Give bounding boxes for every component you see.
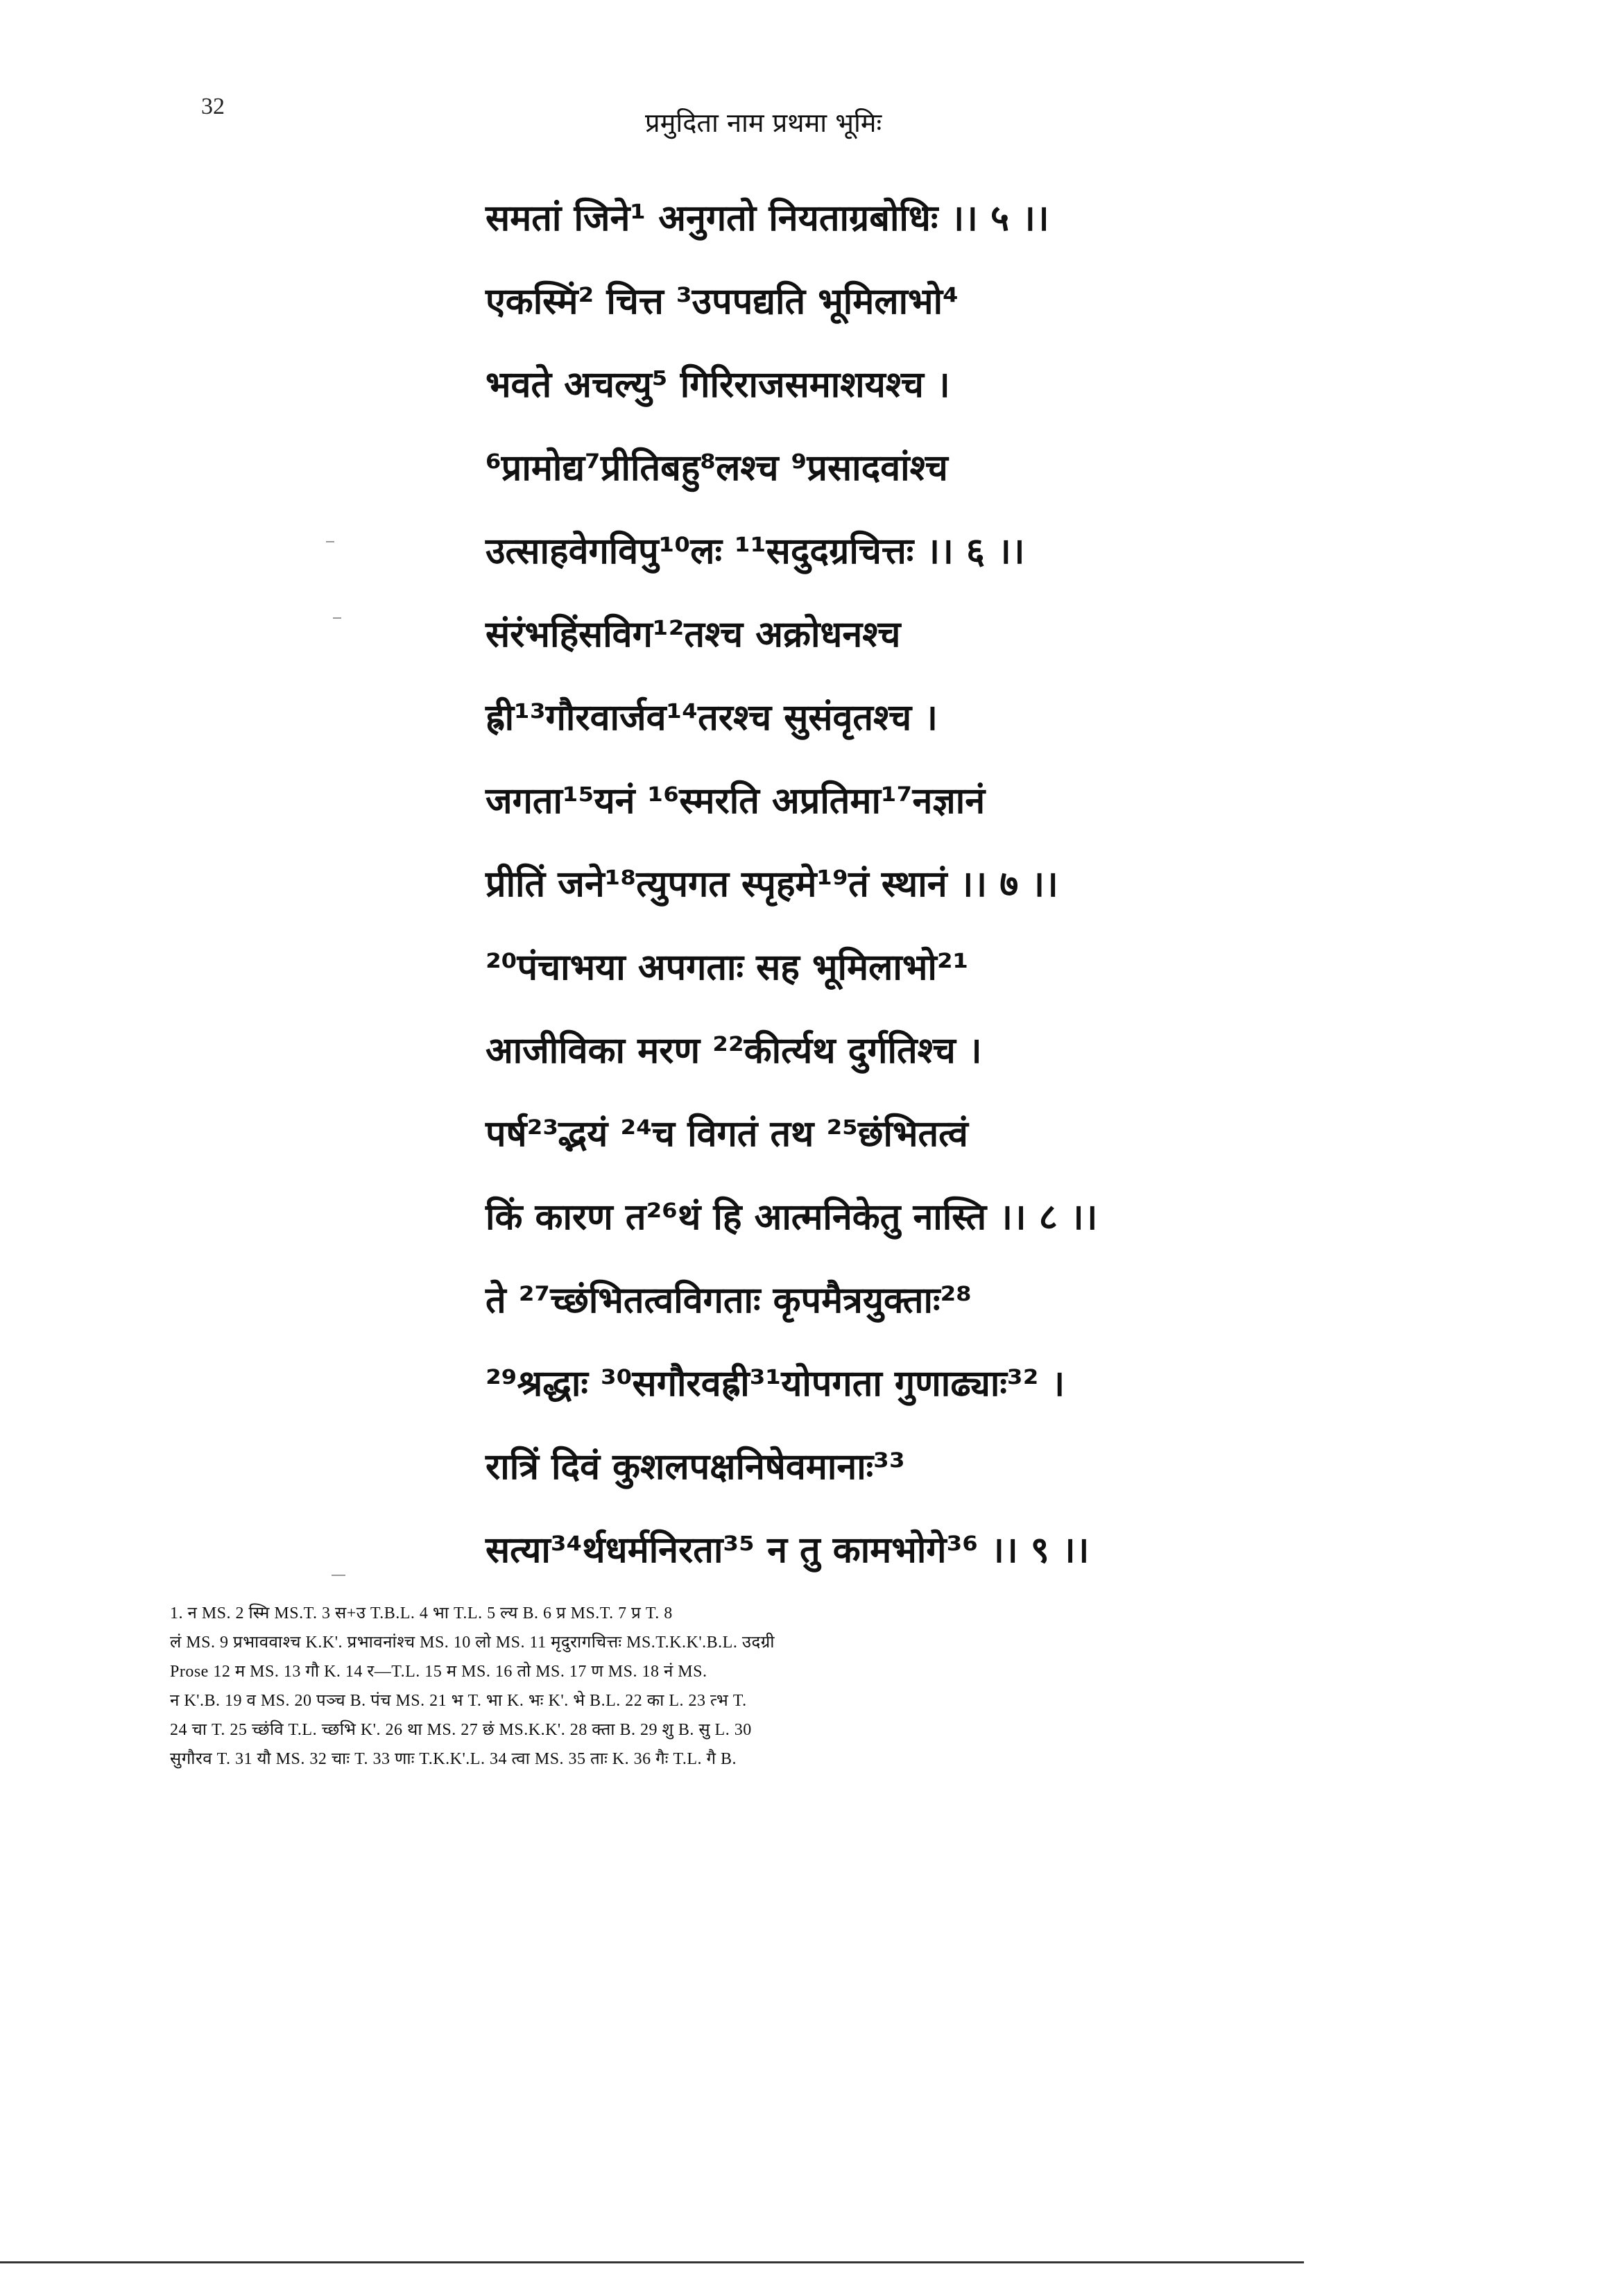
verse-line: आजीविका मरण ²²कीर्त्यथ दुर्गतिश्च । xyxy=(486,1030,982,1072)
verse-line: रात्रिं दिवं कुशलपक्षनिषेवमानाः³³ xyxy=(486,1446,905,1488)
verse-line: समतां जिने¹ अनुगतो नियताग्रबोधिः ।। ५ ।। xyxy=(486,198,1049,239)
verse-line: सत्या³⁴र्थधर्मनिरता³⁵ न तु कामभोगे³⁶ ।। ९ ।। xyxy=(486,1530,1090,1571)
verse-line: पर्ष²³द्भयं ²⁴च विगतं तथ ²⁵छंभितत्वं xyxy=(486,1113,968,1155)
verse-line: किं कारण त²⁶थं हि आत्मनिकेतु नास्ति ।। ८ ।। xyxy=(486,1197,1098,1238)
verse-line: ते ²⁷च्छंभितत्वविगताः कृपमैत्रयुक्ताः²⁸ xyxy=(486,1280,972,1321)
verse-line: भवते अचल्यु⁵ गिरिराजसमाशयश्च । xyxy=(486,364,950,406)
bottom-rule xyxy=(0,2261,1304,2263)
verse-line: एकस्मिं² चित्त ³उपपद्यति भूमिलाभो⁴ xyxy=(486,281,959,323)
running-title: प्रमुदिता नाम प्रथमा भूमिः xyxy=(645,108,882,138)
scan-speck xyxy=(333,617,341,619)
verse-line: उत्साहवेगविपु¹⁰लः ¹¹सदुदग्रचित्तः ।। ६ ।। xyxy=(486,531,1025,572)
verse-line: ²⁰पंचाभया अपगताः सह भूमिलाभो²¹ xyxy=(486,947,969,988)
scan-speck xyxy=(326,541,334,542)
footnote-line: लं MS. 9 प्रभाववाश्च K.K'. प्रभावनांश्च MS. 10 लो MS. 11 मृदुरागचित्तः MS.T.K.K'.B.L. उदग्री xyxy=(170,1634,775,1652)
scan-speck xyxy=(332,1575,345,1576)
verse-line: ²⁹श्रद्धाः ³⁰सगौरवह्री³¹योपगता गुणाढ्याः³² । xyxy=(486,1363,1065,1405)
verse-line: संरंभहिंसविग¹²तश्च अक्रोधनश्च xyxy=(486,614,901,656)
footnote-line: Prose 12 म MS. 13 गौ K. 14 र—T.L. 15 म MS. 16 तो MS. 17 ण MS. 18 नं MS. xyxy=(170,1663,707,1681)
verse-line: प्रीतिं जने¹⁸त्युपगत स्पृहमे¹⁹तं स्थानं ।। ७ ।। xyxy=(486,864,1058,905)
page-number: 32 xyxy=(201,94,225,119)
footnote-line: 24 चा T. 25 च्छंवि T.L. च्छभि K'. 26 था MS. 27 छं MS.K.K'. 28 क्ता B. 29 शु B. सु L. 30 xyxy=(170,1721,752,1739)
footnote-line: 1. न MS. 2 स्मि MS.T. 3 स+उ T.B.L. 4 भा T.L. 5 ल्य B. 6 प्र MS.T. 7 प्र T. 8 xyxy=(170,1604,673,1622)
footnote-line: न K'.B. 19 व MS. 20 पञ्च B. पंच MS. 21 भ T. भा K. भः K'. भे B.L. 22 का L. 23 त्भ T. xyxy=(170,1692,747,1710)
verse-line: ⁶प्रामोद्य⁷प्रीतिबहु⁸लश्च ⁹प्रसादवांश्च xyxy=(486,447,948,489)
footnotes xyxy=(170,1599,1363,1774)
verse-line: जगता¹⁵यनं ¹⁶स्मरति अप्रतिमा¹⁷नज्ञानं xyxy=(486,780,986,822)
verse-line: ह्री¹³गौरवार्जव¹⁴तरश्च सुसंवृतश्च । xyxy=(486,697,938,739)
footnote-line: सुगौरव T. 31 यौ MS. 32 चाः T. 33 णाः T.K.K'.L. 34 त्वा MS. 35 ताः K. 36 गैः T.L. गै B. xyxy=(170,1750,737,1768)
verse-block xyxy=(486,177,1387,1592)
